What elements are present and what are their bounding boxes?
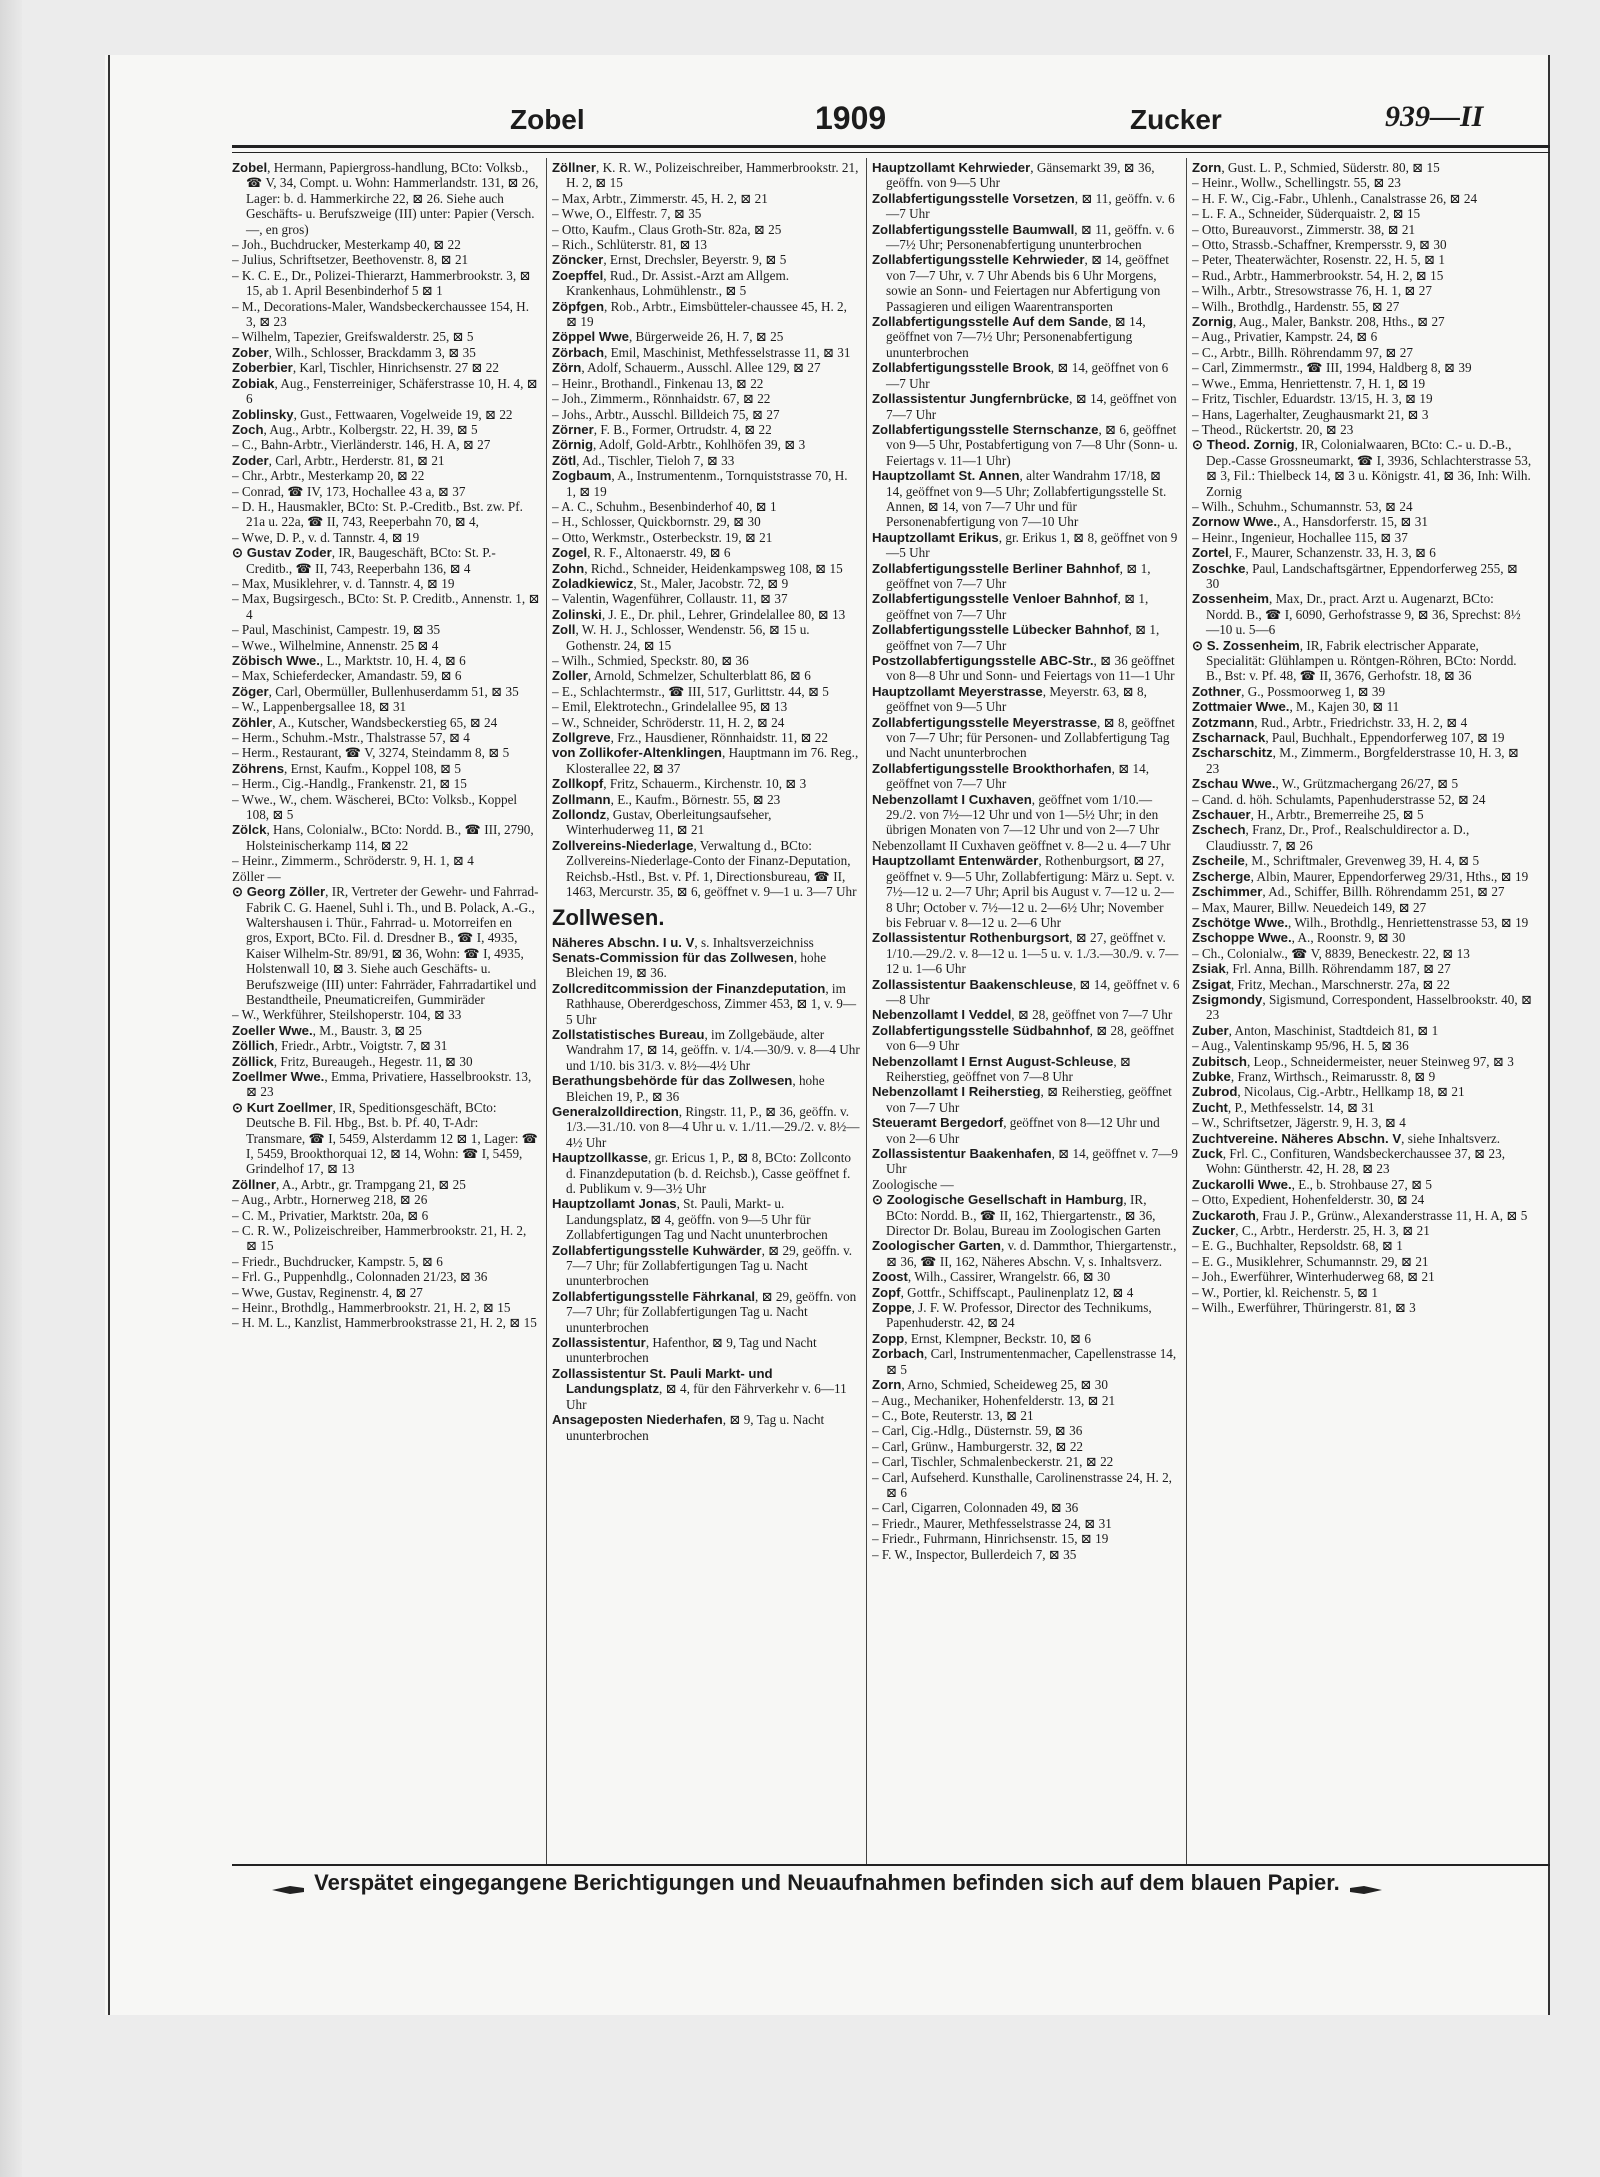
header-year: 1909 (815, 100, 887, 136)
scan-edge (0, 0, 22, 2177)
directory-entry: Zollgreve, Frz., Hausdiener, Rönnhaidstr. 11, ⊠ 22 (552, 730, 828, 746)
directory-entry: Zorn, Arno, Schmied, Scheideweg 25, ⊠ 30 (872, 1377, 1108, 1393)
directory-entry: – Wwe., W., chem. Wäscherei, BCto: Volksb., Koppel 108, ⊠ 5 (232, 791, 518, 823)
directory-entry: Zollassistentur Baakenschleuse, ⊠ 14, geöffnet v. 6—8 Uhr (872, 976, 1180, 1007)
directory-entry: – Carl, Grünw., Hamburgerstr. 32, ⊠ 22 (872, 1438, 1084, 1454)
directory-entry: – Valentin, Wagenführer, Collaustr. 11, ⊠ 37 (552, 591, 788, 607)
directory-entry: – W., Werkführer, Steilshoperstr. 104, ⊠ 33 (232, 1007, 462, 1023)
directory-entry: – Wilh., Schuhm., Schumannstr. 53, ⊠ 24 (1192, 498, 1413, 514)
directory-entry: Zoch, Aug., Arbtr., Kolbergstr. 22, H. 39, ⊠ 5 (232, 421, 478, 437)
directory-entry: – Johs., Arbtr., Ausschl. Billdeich 75, ⊠ 27 (552, 406, 780, 422)
directory-entry: Zscherge, Albin, Maurer, Eppendorferweg 29/31, Hths., ⊠ 19 (1192, 868, 1529, 884)
column-2 (552, 160, 860, 1860)
directory-entry: – Herm., Cig.-Handlg., Frankenstr. 21, ⊠ 15 (232, 776, 467, 792)
footer-notice (270, 1870, 1530, 1896)
directory-entry: Zobel, Hermann, Papiergross-handlung, BCto: Volksb., ☎ V, 34, Compt. u. Wohn: Hammerlandstr. 131, ⊠ 26, Lager: b. d. Hammerkirche 22, ⊠ 26. Siehe auch Geschäfts- u. Berufszweige (III) unter: Papier (Versch. —, en gros) (232, 160, 539, 237)
directory-entry: Nebenzollamt II Cuxhaven geöffnet v. 8—2 u. 4—7 Uhr (872, 837, 1171, 853)
directory-entry: Zsiak, Frl. Anna, Billh. Röhrendamm 187, ⊠ 27 (1192, 961, 1451, 977)
directory-entry: Nebenzollamt I Reiherstieg, ⊠ Reiherstieg, geöffnet von 7—7 Uhr (872, 1084, 1172, 1115)
directory-entry: Zuber, Anton, Maschinist, Stadtdeich 81, ⊠ 1 (1192, 1022, 1439, 1038)
directory-entry: Zottmaier Wwe., M., Kajen 30, ⊠ 11 (1192, 699, 1400, 715)
directory-entry: Zoller, Arnold, Schmelzer, Schulterblatt 86, ⊠ 6 (552, 668, 811, 684)
directory-entry: Zörn, Adolf, Schauerm., Ausschl. Allee 129, ⊠ 27 (552, 360, 821, 376)
directory-entry: Zoladkiewicz, St., Maler, Jacobstr. 72, ⊠ 9 (552, 575, 789, 591)
directory-entry: – Carl, Aufseherd. Kunsthalle, Carolinenstrasse 24, H. 2, ⊠ 6 (872, 1469, 1172, 1500)
directory-entry: Zscharschitz, M., Zimmerm., Borgfelderstrasse 10, H. 3, ⊠ 23 (1192, 745, 1519, 776)
directory-entry: – E. G., Musiklehrer, Schumannstr. 29, ⊠ 21 (1192, 1253, 1429, 1269)
directory-entry: – Rich., Schlüterstr. 81, ⊠ 13 (552, 237, 708, 253)
directory-entry: Zoost, Wilh., Cassirer, Wrangelstr. 66, ⊠ 30 (872, 1269, 1111, 1285)
directory-entry: Zollabfertigungsstelle Sternschanze, ⊠ 6, geöffnet von 9—5 Uhr, Postabfertigung von 7—8 Uhr (Sonn- u. Feiertags v. 11—1 Uhr) (872, 421, 1178, 468)
directory-entry: Zollabfertigungsstelle Brook, ⊠ 14, geöffnet von 6—7 Uhr (872, 360, 1169, 391)
directory-entry: Zöhler, A., Kutscher, Wandsbeckerstieg 65, ⊠ 24 (232, 714, 498, 730)
directory-entry: Zschau Wwe., W., Grützmachergang 26/27, ⊠ 5 (1192, 776, 1459, 792)
directory-entry: Zollabfertigungsstelle Fährkanal, ⊠ 29, geöffn. von 7—7 Uhr; für Zollabfertigungen Tag u. Nacht ununterbrochen (552, 1288, 857, 1335)
pointing-hand-icon (270, 1877, 308, 1891)
directory-entry: Hauptzollamt Kehrwieder, Gänsemarkt 39, ⊠ 36, geöffn. von 9—5 Uhr (872, 160, 1155, 191)
directory-entry: Hauptzollkasse, gr. Ericus 1, P., ⊠ 8, BCto: Zollconto d. Finanzdeputation (b. d. Reichsb.), Casse geöffnet f. d. Publikum v. 9—3½ Uhr (552, 1150, 852, 1196)
directory-entry: Zotzmann, Rud., Arbtr., Friedrichstr. 33, H. 2, ⊠ 4 (1192, 714, 1468, 730)
column-divider (866, 158, 867, 1866)
directory-entry: Zöbisch Wwe., L., Marktstr. 10, H. 4, ⊠ 6 (232, 653, 466, 668)
directory-entry: Zoder, Carl, Arbtr., Herderstr. 81, ⊠ 21 (232, 452, 445, 468)
directory-entry: – Ch., Colonialw., ☎ V, 8839, Beneckestr. 22, ⊠ 13 (1192, 945, 1470, 961)
directory-entry: Zollabfertigungsstelle Meyerstrasse, ⊠ 8, geöffnet von 7—7 Uhr; für Personen- und Zollabfertigung Tag und Nacht ununterbrochen (872, 714, 1175, 761)
directory-entry: Zöllick, Fritz, Bureaugeh., Hegestr. 11, ⊠ 30 (232, 1053, 473, 1069)
page-border-left (108, 55, 110, 2015)
directory-entry: Zollabfertigungsstelle Venloer Bahnhof, ⊠ 1, geöffnet von 7—7 Uhr (872, 591, 1149, 622)
directory-entry: – Wilh., Brothdlg., Hardenstr. 55, ⊠ 27 (1192, 298, 1400, 314)
directory-entry: von Zollikofer-Altenklingen, Hauptmann im 76. Reg., Klosterallee 22, ⊠ 37 (552, 745, 859, 776)
directory-entry: Zollondz, Gustav, Oberleitungsaufseher, Winterhuderweg 11, ⊠ 21 (552, 807, 772, 838)
directory-entry: ⊙ Gustav Zoder, IR, Baugeschäft, BCto: St. P.-Creditb., ☎ II, 743, Reeperbahn 136, ⊠ 4 (232, 545, 496, 576)
directory-entry: – Max, Bugsirgesch., BCto: St. P. Creditb., Annenstr. 1, ⊠ 4 (232, 591, 540, 622)
directory-entry: – M., Decorations-Maler, Wandsbeckerchaussee 154, H. 3, ⊠ 23 (232, 298, 529, 330)
directory-entry: Zoppe, J. F. W. Professor, Director des Technikums, Papenhuderstr. 42, ⊠ 24 (872, 1300, 1152, 1331)
column-4 (1192, 160, 1532, 1860)
directory-entry: Zöllner, K. R. W., Polizeischreiber, Hammerbrookstr. 21, H. 2, ⊠ 15 (552, 160, 859, 191)
directory-entry: Zollabfertigungsstelle Kehrwieder, ⊠ 14, geöffnet von 7—7 Uhr, v. 7 Uhr Abends bis 6 Uhr Morgens, sowie an Sonn- und Feiertagen nur Abfertigung von Passagieren und eiligen Waarentransporten (872, 252, 1169, 314)
directory-entry: – W., Schriftsetzer, Jägerstr. 9, H. 3, ⊠ 4 (1192, 1115, 1406, 1131)
directory-entry: Zollvereins-Niederlage, Verwaltung d., BCto: Zollvereins-Niederlage-Conto der Finanz-Deputation, Reichsb.-Hstl., Bst. v. Pf. 1, Directionsbureau, ☎ II, 1463, Mercurstr. 35, ⊠ 6, geöffnet v. 9—1 u. 3—7 Uhr (552, 837, 857, 900)
directory-entry: ⊙ Theod. Zornig, IR, Colonialwaaren, BCto: C.- u. D.-B., Dep.-Casse Grossneumarkt, ☎ I, 3936, Schlachterstrasse 53, ⊠ 3, Fil.: Thielbeck 14, ⊠ 3 u. Königstr. 41, ⊠ 36, Inh: Wilh. Zornig (1192, 437, 1532, 499)
directory-entry: – Aug., Mechaniker, Hohenfelderstr. 13, ⊠ 21 (872, 1392, 1116, 1408)
directory-entry: – Julius, Schriftsetzer, Beethovenstr. 8, ⊠ 21 (232, 252, 469, 268)
directory-entry: – Otto, Expedient, Hohenfelderstr. 30, ⊠ 24 (1192, 1192, 1425, 1208)
directory-entry: – Fritz, Tischler, Eduardstr. 13/15, H. 3, ⊠ 19 (1192, 391, 1433, 407)
directory-entry: – Carl, Tischler, Schmalenbeckerstr. 21, ⊠ 22 (872, 1454, 1114, 1470)
column-1 (232, 160, 540, 1860)
directory-entry: Zölck, Hans, Colonialw., BCto: Nordd. B., ☎ III, 2790, Holsteinischerkamp 114, ⊠ 22 (232, 822, 534, 853)
directory-entry: Zopf, Gottfr., Schiffscapt., Paulinenplatz 12, ⊠ 4 (872, 1284, 1134, 1300)
header-rule (232, 145, 1550, 148)
directory-entry: Nebenzollamt I Cuxhaven, geöffnet vom 1/10.—29./2. von 7½—12 Uhr und von 1—5½ Uhr; in den übrigen Monaten von 7—12 Uhr und von 2—7 Uhr (872, 791, 1160, 838)
directory-entry: – Peter, Theaterwächter, Rosenstr. 22, H. 5, ⊠ 1 (1192, 252, 1445, 268)
directory-entry: ⊙ S. Zossenheim, IR, Fabrik electrischer Apparate, Specialität: Glühlampen u. Röntgen-Röhren, BCto: Nordd. B., Bst: v. Pf. 48, ☎ II, 3676, Gerhofstr. 18, ⊠ 36 (1192, 637, 1517, 684)
directory-entry: – Otto, Strassb.-Schaffner, Krempersstr. 9, ⊠ 30 (1192, 237, 1447, 253)
directory-entry: Zollmann, E., Kaufm., Börnestr. 55, ⊠ 23 (552, 791, 781, 807)
directory-entry: Zollassistentur, Hafenthor, ⊠ 9, Tag und Nacht ununterbrochen (552, 1335, 817, 1366)
directory-entry: Zuchtvereine. Näheres Abschn. V, siehe Inhaltsverz. (1192, 1130, 1500, 1146)
directory-entry: – C. R. W., Polizeischreiber, Hammerbrookstr. 21, H. 2, ⊠ 15 (232, 1223, 527, 1254)
directory-entry: Zogel, R. F., Altonaerstr. 49, ⊠ 6 (552, 545, 731, 561)
directory-entry: – Friedr., Fuhrmann, Hinrichsenstr. 15, ⊠ 19 (872, 1531, 1109, 1547)
directory-entry: – Otto, Werkmstr., Osterbeckstr. 19, ⊠ 21 (552, 529, 773, 545)
pointing-hand-icon (1346, 1877, 1384, 1891)
directory-entry: Näheres Abschn. I u. V, s. Inhaltsverzeichniss (552, 934, 814, 950)
directory-entry: Zuckarolli Wwe., E., b. Strohbause 27, ⊠ 5 (1192, 1176, 1433, 1192)
directory-entry: ⊙ Kurt Zoellmer, IR, Speditionsgeschäft, BCto: Deutsche B. Fil. Hbg., Bst. b. Pf. 40, T-Adr: Transmare, ☎ I, 5459, Alsterdamm 12 ⊠ 1, Lager: ☎ I, 5459, Brookthorquai 12, ⊠ 14, Wohn: ☎ I, 5459, Grindelhof 17, ⊠ 13 (232, 1099, 539, 1177)
directory-entry: Zöller — (232, 868, 281, 884)
directory-entry: Zobiak, Aug., Fensterreiniger, Schäferstrasse 10, H. 4, ⊠ 6 (232, 375, 538, 407)
header-right-word: Zucker (1130, 104, 1222, 135)
directory-entry: – Joh., Ewerführer, Winterhuderweg 68, ⊠ 21 (1192, 1269, 1435, 1285)
directory-entry: – Friedr., Maurer, Methfesselstrasse 24, ⊠ 31 (872, 1515, 1112, 1531)
directory-entry: – Paul, Maschinist, Campestr. 19, ⊠ 35 (232, 622, 441, 638)
directory-entry: – Heinr., Ingenieur, Hochallee 115, ⊠ 37 (1192, 529, 1408, 545)
directory-entry: – Frl. G., Puppenhdlg., Colonnaden 21/23, ⊠ 36 (232, 1269, 488, 1285)
directory-entry: – Wilh., Schmied, Speckstr. 80, ⊠ 36 (552, 653, 749, 668)
directory-entry: Zollabfertigungsstelle Baumwall, ⊠ 11, geöffn. v. 6—7½ Uhr; Personenabfertigung ununterbrochen (872, 221, 1175, 253)
directory-entry: Zollcreditcommission der Finanzdeputation, im Rathhause, Obererdgeschoss, Zimmer 453, ⊠ 1, v. 9—5 Uhr (552, 980, 857, 1027)
column-3 (872, 160, 1180, 1860)
directory-entry: – Rud., Arbtr., Hammerbrookstr. 54, H. 2, ⊠ 15 (1192, 267, 1444, 283)
directory-entry: Generalzolldirection, Ringstr. 11, P., ⊠ 36, geöffn. v. 1/3.—31./10. von 8—4 Uhr u. v. 1./11.—29./2. v. 8½—4½ Uhr (552, 1103, 860, 1150)
page-border-right (1548, 55, 1550, 2015)
directory-entry: Zörner, F. B., Former, Ortrudstr. 4, ⊠ 22 (552, 421, 772, 437)
directory-entry: Zorbach, Carl, Instrumentenmacher, Capellenstrasse 14, ⊠ 5 (872, 1346, 1177, 1377)
directory-entry: – E. G., Buchhalter, Repsoldstr. 68, ⊠ 1 (1192, 1238, 1403, 1254)
directory-entry: – Cand. d. höh. Schulamts, Papenhuderstrasse 52, ⊠ 24 (1192, 791, 1486, 807)
directory-entry: Hauptzollamt St. Annen, alter Wandrahm 17/18, ⊠ 14, geöffnet von 9—5 Uhr; Zollabfertigungsstelle St. Annen, ⊠ 14, von 7—7 Uhr und für Personenabfertigung von 7—10 Uhr (872, 468, 1167, 530)
directory-entry: – Heinr., Wollw., Schellingstr. 55, ⊠ 23 (1192, 175, 1401, 191)
directory-entry: Zucht, P., Methfesselstr. 14, ⊠ 31 (1192, 1099, 1375, 1115)
directory-entry: Zollassistentur Baakenhafen, ⊠ 14, geöffnet v. 7—9 Uhr (872, 1146, 1178, 1177)
directory-entry: – K. C. E., Dr., Polizei-Thierarzt, Hammerbrookstr. 3, ⊠ 15, ab 1. April Besenbinderhof 5 ⊠ 1 (232, 267, 531, 299)
directory-entry: Zornig, Aug., Maler, Bankstr. 208, Hths., ⊠ 27 (1192, 314, 1445, 330)
directory-entry: Zöppel Wwe, Bürgerweide 26, H. 7, ⊠ 25 (552, 329, 784, 345)
directory-entry: Zöpfgen, Rob., Arbtr., Eimsbütteler-chaussee 45, H. 2, ⊠ 19 (552, 298, 847, 330)
directory-entry: – H., Schlosser, Quickbornstr. 29, ⊠ 30 (552, 514, 761, 530)
directory-entry: Zollabfertigungsstelle Berliner Bahnhof, ⊠ 1, geöffnet von 7—7 Uhr (872, 560, 1151, 591)
directory-entry: Postzollabfertigungsstelle ABC-Str., ⊠ 36 geöffnet von 8—8 Uhr und Sonn- und Feiertags von 11—1 Uhr (872, 653, 1175, 684)
column-divider (1186, 158, 1187, 1866)
directory-entry: Hauptzollamt Meyerstrasse, Meyerstr. 63, ⊠ 8, geöffnet von 9—5 Uhr (872, 683, 1147, 715)
directory-entry: Zornow Wwe., A., Hansdorferstr. 15, ⊠ 31 (1192, 514, 1428, 530)
directory-entry: Zollassistentur Jungfernbrücke, ⊠ 14, geöffnet von 7—7 Uhr (872, 391, 1177, 422)
directory-entry: – Otto, Kaufm., Claus Groth-Str. 82a, ⊠ 25 (552, 221, 782, 237)
directory-entry: Zucker, C., Arbtr., Herderstr. 25, H. 3, ⊠ 21 (1192, 1223, 1430, 1239)
directory-entry: Zuckaroth, Frau J. P., Grünw., Alexanderstrasse 11, H. A, ⊠ 5 (1192, 1207, 1528, 1223)
directory-entry: Zoll, W. H. J., Schlosser, Wendenstr. 56, ⊠ 15 u. Gothenstr. 24, ⊠ 15 (552, 622, 810, 653)
directory-entry: Zollabfertigungsstelle Südbahnhof, ⊠ 28, geöffnet von 6—9 Uhr (872, 1022, 1175, 1054)
directory-entry: Zohn, Richd., Schneider, Heidenkampsweg 108, ⊠ 15 (552, 560, 843, 576)
directory-entry: – L. F. A., Schneider, Süderquaistr. 2, ⊠ 15 (1192, 206, 1421, 222)
directory-entry: Zörbach, Emil, Maschinist, Methfesselstrasse 11, ⊠ 31 (552, 344, 851, 360)
directory-entry: – Otto, Bureauvorst., Zimmerstr. 38, ⊠ 21 (1192, 221, 1416, 237)
directory-entry: – C., Arbtr., Billh. Röhrendamm 97, ⊠ 27 (1192, 344, 1413, 360)
directory-entry: – Emil, Elektrotechn., Grindelallee 95, ⊠ 13 (552, 699, 788, 715)
directory-entry: Zollassistentur St. Pauli Markt- und Landungsplatz, ⊠ 4, für den Fährverkehr v. 6—11 Uhr (552, 1365, 847, 1412)
directory-entry: – Aug., Arbtr., Hornerweg 218, ⊠ 26 (232, 1192, 428, 1208)
directory-entry: – Chr., Arbtr., Mesterkamp 20, ⊠ 22 (232, 468, 425, 484)
footer-text: Verspätet eingegangene Berichtigungen und Neuaufnahmen befinden sich auf dem blauen Papier. (314, 1870, 1340, 1895)
directory-entry: – W., Schneider, Schröderstr. 11, H. 2, ⊠ 24 (552, 714, 785, 730)
directory-entry: Zöllich, Friedr., Arbtr., Voigtstr. 7, ⊠ 31 (232, 1038, 448, 1054)
directory-entry: Zschauer, H., Arbtr., Bremerreihe 25, ⊠ 5 (1192, 807, 1424, 823)
directory-entry: – Max, Schieferdecker, Amandastr. 59, ⊠ 6 (232, 668, 462, 684)
directory-entry: Zortel, F., Maurer, Schanzenstr. 33, H. 3, ⊠ 6 (1192, 545, 1436, 561)
directory-entry: – A. C., Schuhm., Besenbinderhof 40, ⊠ 1 (552, 498, 777, 514)
directory-entry: – Carl, Cig.-Hdlg., Düsternstr. 59, ⊠ 36 (872, 1423, 1083, 1439)
directory-entry: Zollabfertigungsstelle Kuhwärder, ⊠ 29, geöffn. v. 7—7 Uhr; für Zollabfertigungen Tag u. Nacht ununterbrochen (552, 1242, 853, 1289)
directory-entry: – W., Portier, kl. Reichenstr. 5, ⊠ 1 (1192, 1284, 1378, 1300)
header-rule-thin (232, 152, 1550, 153)
directory-entry: Zothner, G., Possmoorweg 1, ⊠ 39 (1192, 683, 1386, 699)
directory-entry: – Carl, Cigarren, Colonnaden 49, ⊠ 36 (872, 1500, 1079, 1516)
directory-entry: – C., Bote, Reuterstr. 13, ⊠ 21 (872, 1407, 1034, 1423)
directory-entry: Zöger, Carl, Obermüller, Bullenhuserdamm 51, ⊠ 35 (232, 683, 519, 699)
directory-entry: Hauptzollamt Entenwärder, Rothenburgsort, ⊠ 27, geöffnet v. 9—5 Uhr, Zollabfertigung: März u. Sept. v. 7½—12 u. 2—7 Uhr; April bis August v. 7—12 u. 2—8 Uhr; October v. 7½—12 u. 2—6½ Uhr; November bis Februar v. 8—12 u. 2—6 Uhr (872, 853, 1175, 930)
directory-entry: – C., Bahn-Arbtr., Vierländerstr. 146, H. A, ⊠ 27 (232, 437, 491, 453)
directory-entry: Zötl, Ad., Tischler, Tieloh 7, ⊠ 33 (552, 452, 735, 468)
directory-entry: – F. W., Inspector, Bullerdeich 7, ⊠ 35 (872, 1546, 1077, 1562)
directory-entry: – Wilhelm, Tapezier, Greifswalderstr. 25, ⊠ 5 (232, 329, 474, 345)
directory-entry: – Wilh., Arbtr., Stresowstrasse 76, H. 1, ⊠ 27 (1192, 283, 1432, 299)
directory-entry: Zubitsch, Leop., Schneidermeister, neuer Steinweg 97, ⊠ 3 (1192, 1053, 1514, 1069)
directory-entry: Zoschke, Paul, Landschaftsgärtner, Eppendorferweg 255, ⊠ 30 (1192, 560, 1518, 591)
directory-entry: – Wwe, Gustav, Reginenstr. 4, ⊠ 27 (232, 1284, 423, 1300)
directory-entry: Zöhrens, Ernst, Kaufm., Koppel 108, ⊠ 5 (232, 760, 462, 776)
directory-entry: – Wwe, O., Elffestr. 7, ⊠ 35 (552, 206, 702, 222)
directory-entry: Zubke, Franz, Wirthsch., Reimarusstr. 8, ⊠ 9 (1192, 1068, 1436, 1084)
directory-entry: Zollabfertigungsstelle Vorsetzen, ⊠ 11, geöffn. v. 6—7 Uhr (872, 190, 1175, 222)
directory-entry: – Max, Arbtr., Zimmerstr. 45, H. 2, ⊠ 21 (552, 190, 768, 206)
directory-entry: – Herm., Restaurant, ☎ V, 3274, Steindamm 8, ⊠ 5 (232, 745, 510, 761)
directory-entry: – Friedr., Buchdrucker, Kampstr. 5, ⊠ 6 (232, 1253, 443, 1269)
directory-entry: Zörnig, Adolf, Gold-Arbtr., Kohlhöfen 39, ⊠ 3 (552, 437, 806, 453)
directory-entry: Zsigat, Fritz, Mechan., Marschnerstr. 27a, ⊠ 22 (1192, 976, 1450, 992)
directory-entry: Zoologischer Garten, v. d. Dammthor, Thiergartenstr., ⊠ 36, ☎ II, 162, Näheres Abschn. V, s. Inhaltsverz. (872, 1238, 1177, 1269)
directory-entry: – Wwe., Emma, Henriettenstr. 7, H. 1, ⊠ 19 (1192, 375, 1426, 391)
directory-entry: Senats-Commission für das Zollwesen, hohe Bleichen 19, ⊠ 36. (552, 949, 827, 981)
directory-entry: – Heinr., Zimmerm., Schröderstr. 9, H. 1, ⊠ 4 (232, 853, 474, 869)
directory-entry: Steueramt Bergedorf, geöffnet von 8—12 Uhr und von 2—6 Uhr (872, 1115, 1160, 1146)
directory-entry: Nebenzollamt I Ernst August-Schleuse, ⊠ Reiherstieg, geöffnet von 7—8 Uhr (872, 1053, 1131, 1084)
directory-entry: – Carl, Zimmermstr., ☎ III, 1994, Haldberg 8, ⊠ 39 (1192, 360, 1472, 376)
directory-entry: Zossenheim, Max, Dr., pract. Arzt u. Augenarzt, BCto: Nordd. B., ☎ I, 6090, Gerhofstrasse 9, ⊠ 36, Sprechst: 8½—10 u. 5—6 (1192, 591, 1521, 638)
directory-entry: – Conrad, ☎ IV, 173, Hochallee 43 a, ⊠ 37 (232, 483, 466, 499)
directory-entry: Zschimmer, Ad., Schiffer, Billh. Röhrendamm 251, ⊠ 27 (1192, 884, 1505, 900)
directory-entry: Zollabfertigungsstelle Auf dem Sande, ⊠ 14, geöffnet von 7—7½ Uhr; Personenabfertigung ununterbrochen (872, 314, 1146, 360)
directory-entry: Zober, Wilh., Schlosser, Brackdamm 3, ⊠ 35 (232, 344, 476, 360)
directory-entry: ⊙ Georg Zöller, IR, Vertreter der Gewehr- und Fahrrad-Fabrik C. G. Haenel, Suhl i. Th., und B. Polack, A.-G., Waltershausen i. Thür., Fahrrad- u. Motorreifen en gros, Export, BCto. Fil. d. Dresdner B., ☎ I, 4935, Kaiser Wilhelm-Str. 89/91, ⊠ 36, Wohn: ☎ I, 4935, Holstenwall 10, ⊠ 3. Siehe auch Geschäfts- u. Berufszweige (III) unter: Fahrräder, Fahrradartikel und Bestandtheile, Pneumaticreifen, Gummiräder (232, 884, 539, 1007)
directory-entry: Ansageposten Niederhafen, ⊠ 9, Tag u. Nacht ununterbrochen (552, 1412, 825, 1443)
directory-entry: Zollkopf, Fritz, Schauerm., Kirchenstr. 10, ⊠ 3 (552, 776, 807, 792)
directory-entry: Zoologische — (872, 1176, 954, 1192)
directory-entry: Zollstatistisches Bureau, im Zollgebäude, alter Wandrahm 17, ⊠ 14, geöffn. v. 1/4.—30/9. v. 8—4 Uhr und 1/10. bis 31/3. v. 8½—4½ Uhr (552, 1026, 860, 1073)
directory-entry: – H. M. L., Kanzlist, Hammerbrookstrasse 21, H. 2, ⊠ 15 (232, 1315, 537, 1331)
directory-entry: Zschötge Wwe., Wilh., Brothdlg., Henriettenstrasse 53, ⊠ 19 (1192, 914, 1529, 930)
directory-entry: – Joh., Zimmerm., Rönnhaidstr. 67, ⊠ 22 (552, 391, 771, 407)
directory-entry: – E., Schlachtermstr., ☎ III, 517, Gurlittstr. 44, ⊠ 5 (552, 683, 829, 699)
section-heading: Zollwesen. (552, 904, 665, 930)
directory-entry: – Heinr., Brothdlg., Hammerbrookstr. 21, H. 2, ⊠ 15 (232, 1300, 511, 1316)
directory-entry: ⊙ Zoologische Gesellschaft in Hamburg, IR, BCto: Nordd. B., ☎ II, 162, Thiergartenstr., ⊠ 36, Director Dr. Bolau, Bureau im Zoologischen Garten (872, 1192, 1161, 1239)
directory-entry: Zsigmondy, Sigismund, Correspondent, Hasselbrookstr. 40, ⊠ 23 (1192, 991, 1532, 1023)
directory-entry: – Max, Musiklehrer, v. d. Tannstr. 4, ⊠ 19 (232, 575, 455, 591)
page-number: 939—II (1385, 100, 1484, 133)
directory-entry: Zscheile, M., Schriftmaler, Grevenweg 39, H. 4, ⊠ 5 (1192, 853, 1480, 869)
directory-entry: – Wwe, D. P., v. d. Tannstr. 4, ⊠ 19 (232, 529, 420, 545)
directory-entry: Zoblinsky, Gust., Fettwaaren, Vogelweide 19, ⊠ 22 (232, 406, 513, 422)
directory-entry: Zollabfertigungsstelle Lübecker Bahnhof, ⊠ 1, geöffnet von 7—7 Uhr (872, 622, 1160, 653)
directory-entry: – Hans, Lagerhalter, Zeughausmarkt 21, ⊠ 3 (1192, 406, 1429, 422)
directory-entry: – D. H., Hausmakler, BCto: St. P.-Creditb., Bst. zw. Pf. 21a u. 22a, ☎ II, 743, Reeperbahn 70, ⊠ 4, (232, 498, 523, 530)
directory-entry: – Aug., Valentinskamp 95/96, H. 5, ⊠ 36 (1192, 1038, 1409, 1054)
directory-entry: Berathungsbehörde für das Zollwesen, hohe Bleichen 19, P., ⊠ 36 (552, 1073, 825, 1104)
directory-entry: Zoellmer Wwe., Emma, Privatiere, Hasselbrookstr. 13, ⊠ 23 (232, 1068, 532, 1100)
directory-entry: Zscharnack, Paul, Buchhalt., Eppendorferweg 107, ⊠ 19 (1192, 730, 1505, 746)
directory-entry: Zuck, Frl. C., Confituren, Wandsbeckerchaussee 37, ⊠ 23, Wohn: Güntherstr. 42, H. 28, ⊠ 23 (1192, 1146, 1506, 1177)
footer-rule (232, 1864, 1550, 1866)
directory-entry: Zollabfertigungsstelle Brookthorhafen, ⊠ 14, geöffnet von 7—7 Uhr (872, 760, 1150, 792)
directory-entry: Zolinski, J. E., Dr. phil., Lehrer, Grindelallee 80, ⊠ 13 (552, 606, 846, 622)
directory-entry: Zschech, Franz, Dr., Prof., Realschuldirector a. D., Claudiusstr. 7, ⊠ 26 (1192, 822, 1470, 853)
directory-entry: Hauptzollamt Erikus, gr. Erikus 1, ⊠ 8, geöffnet von 9—5 Uhr (872, 529, 1178, 561)
directory-entry: – Theod., Rückertstr. 20, ⊠ 23 (1192, 421, 1354, 437)
directory-entry: – Wwe., Wilhelmine, Annenstr. 25 ⊠ 4 (232, 637, 439, 653)
column-divider (546, 158, 547, 1866)
directory-entry: Nebenzollamt I Veddel, ⊠ 28, geöffnet von 7—7 Uhr (872, 1007, 1173, 1023)
directory-entry: – Max, Maurer, Billw. Neuedeich 149, ⊠ 27 (1192, 899, 1427, 915)
directory-entry: – Wilh., Ewerführer, Thüringerstr. 81, ⊠ 3 (1192, 1300, 1416, 1316)
directory-entry: Zoberbier, Karl, Tischler, Hinrichsenstr. 27 ⊠ 22 (232, 360, 499, 376)
directory-entry: Zoepffel, Rud., Dr. Assist.-Arzt am Allgem. Krankenhaus, Lohmühlenstr., ⊠ 5 (552, 267, 790, 299)
directory-entry: Zubrod, Nicolaus, Cig.-Arbtr., Hellkamp 18, ⊠ 21 (1192, 1084, 1465, 1100)
directory-entry: Zöncker, Ernst, Drechsler, Beyerstr. 9, ⊠ 5 (552, 252, 787, 268)
directory-entry: – C. M., Privatier, Marktstr. 20a, ⊠ 6 (232, 1207, 429, 1223)
directory-entry: Zollassistentur Rothenburgsort, ⊠ 27, geöffnet v. 1/10.—29./2. v. 8—12 u. 1—5 u. v. 1./3.—30./9. v. 7—12 u. 1—6 Uhr (872, 930, 1179, 977)
directory-entry: Zschoppe Wwe., A., Roonstr. 9, ⊠ 30 (1192, 930, 1406, 946)
directory-entry: – W., Lappenbergsallee 18, ⊠ 31 (232, 699, 407, 715)
header-left-word: Zobel (510, 104, 585, 135)
directory-entry: – Herm., Schuhm.-Mstr., Thalstrasse 57, ⊠ 4 (232, 730, 470, 746)
directory-entry: – Joh., Buchdrucker, Mesterkamp 40, ⊠ 22 (232, 237, 461, 253)
directory-entry: – Heinr., Brothandl., Finkenau 13, ⊠ 22 (552, 375, 764, 391)
directory-entry: Zogbaum, A., Instrumentenm., Tornquiststrasse 70, H. 1, ⊠ 19 (552, 468, 848, 499)
directory-entry: – Aug., Privatier, Kampstr. 24, ⊠ 6 (1192, 329, 1378, 345)
directory-entry: – H. F. W., Cig.-Fabr., Uhlenh., Canalstrasse 26, ⊠ 24 (1192, 190, 1478, 206)
directory-entry: Zöllner, A., Arbtr., gr. Trampgang 21, ⊠ 25 (232, 1176, 466, 1192)
directory-entry: Zopp, Ernst, Klempner, Beckstr. 10, ⊠ 6 (872, 1330, 1091, 1346)
directory-entry: Hauptzollamt Jonas, St. Pauli, Markt- u. Landungsplatz, ⊠ 4, geöffn. von 9—5 Uhr für Zollabfertigungen Tag und Nacht ununterbrochen (552, 1196, 828, 1243)
directory-entry: Zoeller Wwe., M., Baustr. 3, ⊠ 25 (232, 1022, 422, 1038)
directory-entry: Zorn, Gust. L. P., Schmied, Süderstr. 80, ⊠ 15 (1192, 160, 1440, 175)
